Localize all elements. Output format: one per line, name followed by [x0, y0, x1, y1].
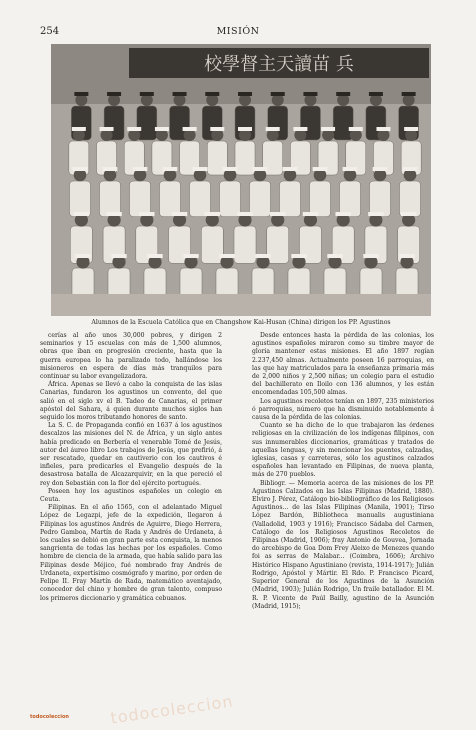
paragraph: cerías al año unos 30,000 pobres, y dirigen 2 seminarios y 15 escuelas con más de 1,500 alumnos, obras que iban en progresión creciente, hasta que la guerra europea lo ha paralizado todo, hallándose los misioneros en espera de días más tranquilos para continuar su labor evangelizadora. [40, 332, 222, 381]
paragraph: Los agustinos recoletos tenían en 1897, 235 ministerios ó parroquias, número que ha disminuido notablemente á causa de la pérdida de las colonias. [252, 397, 434, 422]
paragraph: Cuanto se ha dicho de lo que trabajaron las órdenes religiosas en la civilización de los indígenas filipinos, con sus innumerables diccionarios, gramáticas y tratados de aquellas lenguas, y sin mencionar los puentes, calzadas, iglesias, casas y carreteras, sólo los agustinos calzados españoles han levantado en Filipinas, de nueva planta, más de 270 pueblos. [252, 422, 434, 479]
running-title: MISIÓN [216, 26, 260, 37]
photo-illustration [51, 44, 431, 316]
left-column [40, 332, 222, 603]
paragraph: La S. C. de Propaganda confió en 1637 á los agustinos descalzos las misiones del N. de África, y un siglo antes había predicado en Berbería el venerable Tomé de Jesús, autor del áureo libro Los trabajos de Jesús, que prefirió, á ser rescatado, quedar en cautiverio con los cautivos é infieles, para predicarles el Evangelio después de la desastrosa batalla de Alcazarquivir, en la que pereció el rey don Sebastián con la flor del ejército portugués. [40, 422, 222, 487]
page-header [40, 26, 436, 38]
paragraph: Desde entonces hasta la pérdida de las colonias, los agustinos españoles miraron como su timbre mayor de gloria mantener estas misiones. El año 1897 regían 2.237,450 almas. Actualmente poseen 16 parroquias, en las que hay matriculados para la enseñanza primaria más de 2,000 niños y 2,500 niñas; un colegio para el estudio del bachillerato en Iloilo con 136 alumnos, y les están encomendadas 105,500 almas. [252, 332, 434, 397]
banner-text: 校學督主天讀苗 兵 [204, 54, 354, 75]
site-logo: todocoleccion [30, 714, 69, 720]
photo-caption: Alumnos de la Escuela Católica que en Changshow Kai-Husan (China) dirigen los PP. Agustinos [91, 319, 391, 326]
school-group-photo [51, 44, 431, 316]
paragraph: Bibliogr. — Memoria acerca de las misiones de los PP. Agustinos Calzados en las Islas Filipinas (Madrid, 1880). Elviro J. Pérez, Catálogo bio-bibliográfico de los Religiosos Agustinos... de las Islas Filipinas (Manila, 1901); Tirso López Bardón, Bibliotheca manualis augustiniana (Valladolid, 1903 y 1916); Francisco Sádaba del Carmen, Catálogo de los Religiosos Agustinos Recoletos de Filipinas (Madrid, 1906); fray Antonio de Gouvea, Jornada do arcebispo de Goa Dom Frey Aleixo de Menezes quando foi as serras de Malabar... (Coimbra, 1606); Archivo Histórico Hispano Agustiniano (revista, 1914-1917); Julián Rodrigo, Apóstol y Mártir. El Rdo. P. Francisco Picard, Superior General de los Agustinos de la Asunción (Madrid, 1903); Julián Rodrigo, Un fraile batallador. El M. R. P. Vicente de Paúl Bailly, agustino de la Asunción (Madrid, 1915); [252, 479, 434, 610]
watermark: todocoleccion [109, 691, 235, 728]
right-column [252, 332, 434, 611]
footer-logo [30, 714, 69, 720]
paragraph: Poseen hoy los agustinos españoles un colegio en Ceuta. [40, 487, 222, 504]
page-number: 254 [40, 26, 60, 37]
paragraph: Filipinas. En el año 1565, con el adelantado Miguel López de Legazpi, jefe de la expedición, llegaron á Filipinas los agustinos Andrés de Aguirre, Diego Herrera, Pedro Gamboa, Martín de Rada y Andrés de Urdaneta, á los cuales se debió en gran parte esta conquista, la menos sangrienta de todas las hechas por los españoles. Como hombre de ciencia de la armada, que había salido para las Filipinas desde Méjico, fué nombrado fray Andrés de Urdaneta, expertísimo cosmógrafo y marino, por orden de Felipe II. Fray Martín de Rada, matemático aventajado, conocedor del chino y hombre de gran talento, compuso los primeros diccionario y gramática cebuanos. [40, 504, 222, 602]
paragraph: África. Apenas se llevó a cabo la conquista de las islas Canarias, fundaron los agustinos un convento, del que salió en el siglo xv el B. Tadeo de Canarias, el primer apóstol del Sahara, á quien durante muchos siglos han seguido los moros tributando honores de santo. [40, 381, 222, 422]
